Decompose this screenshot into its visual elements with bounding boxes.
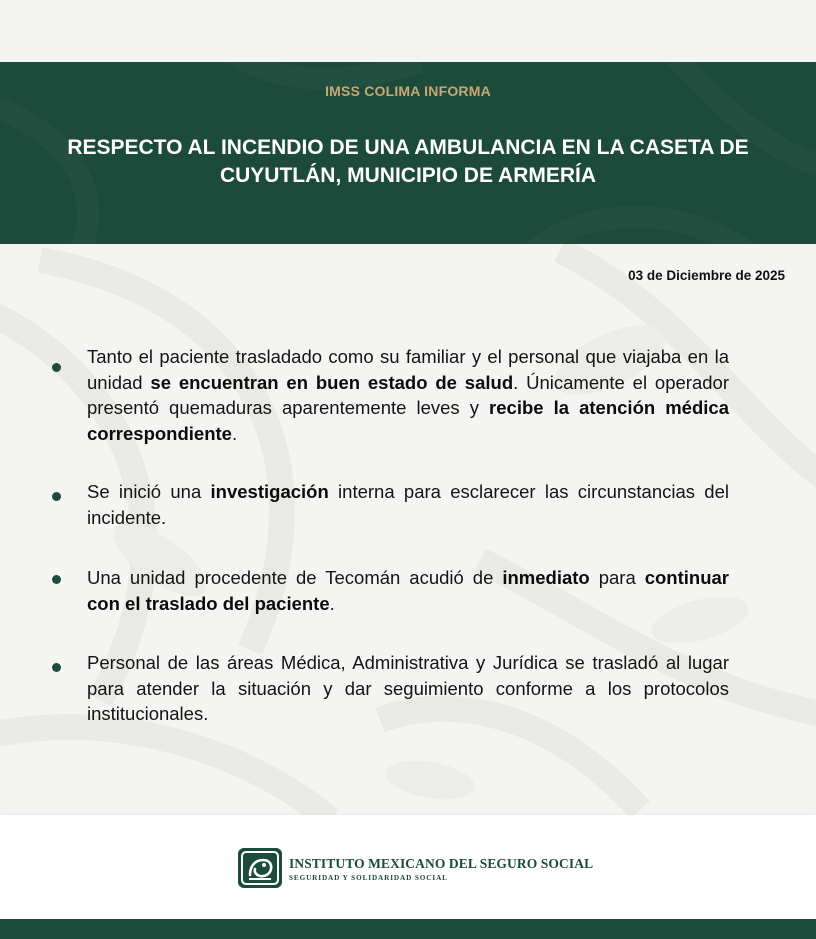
footer-bar bbox=[0, 919, 816, 939]
bullet-dot-icon bbox=[52, 663, 61, 672]
text-segment: . Únicamente el operador presentó quemaduras aparentemente leves y bbox=[87, 371, 729, 418]
bullet-text bbox=[87, 650, 729, 727]
header-kicker: IMSS COLIMA INFORMA bbox=[325, 83, 491, 99]
bullet-dot-icon bbox=[52, 363, 61, 372]
imss-eagle-logo-icon bbox=[238, 848, 282, 888]
footer bbox=[0, 815, 816, 919]
text-segment: interna para esclarecer las circunstancias del incidente. bbox=[87, 481, 729, 528]
page-title: RESPECTO AL INCENDIO DE UNA AMBULANCIA EN LA CASETA DE CUYUTLÁN, MUNICIPIO DE ARMERÍA bbox=[67, 136, 749, 187]
text-segment: . bbox=[329, 592, 335, 614]
header-banner bbox=[0, 62, 816, 244]
bold-text-segment: continuar con el traslado del paciente bbox=[87, 567, 729, 614]
institution-tagline: SEGURIDAD Y SOLIDARIDAD SOCIAL bbox=[289, 874, 448, 882]
text-segment: Se inició una bbox=[87, 481, 211, 502]
institution-name: INSTITUTO MEXICANO DEL SEGURO SOCIAL bbox=[289, 856, 594, 871]
bold-text-segment: se encuentran en buen estado de salud bbox=[150, 371, 514, 393]
text-segment: Tanto el paciente trasladado como su familiar y el personal que viajaba en la unidad bbox=[87, 346, 729, 393]
bullet-text bbox=[87, 479, 729, 530]
bullet-dot-icon bbox=[52, 575, 61, 584]
bullet-text bbox=[87, 344, 729, 446]
bullet-dot-icon bbox=[52, 492, 61, 501]
bold-text-segment: inmediato bbox=[502, 567, 590, 588]
publication-date: 03 de Diciembre de 2025 bbox=[628, 268, 785, 283]
text-segment: Personal de las áreas Médica, Administrativa y Jurídica se trasladó al lugar para atender la situación y dar seguimiento conforme a los protocolos institucionales. bbox=[87, 652, 729, 724]
text-segment: . bbox=[231, 422, 238, 444]
bold-text-segment: recibe la atención médica correspondiente bbox=[87, 397, 729, 444]
text-segment: para bbox=[589, 567, 645, 588]
institution-logo bbox=[238, 848, 594, 892]
text-segment: Una unidad procedente de Tecomán acudió de bbox=[87, 567, 503, 588]
bullet-text bbox=[87, 565, 729, 616]
bold-text-segment: investigación bbox=[210, 481, 329, 502]
